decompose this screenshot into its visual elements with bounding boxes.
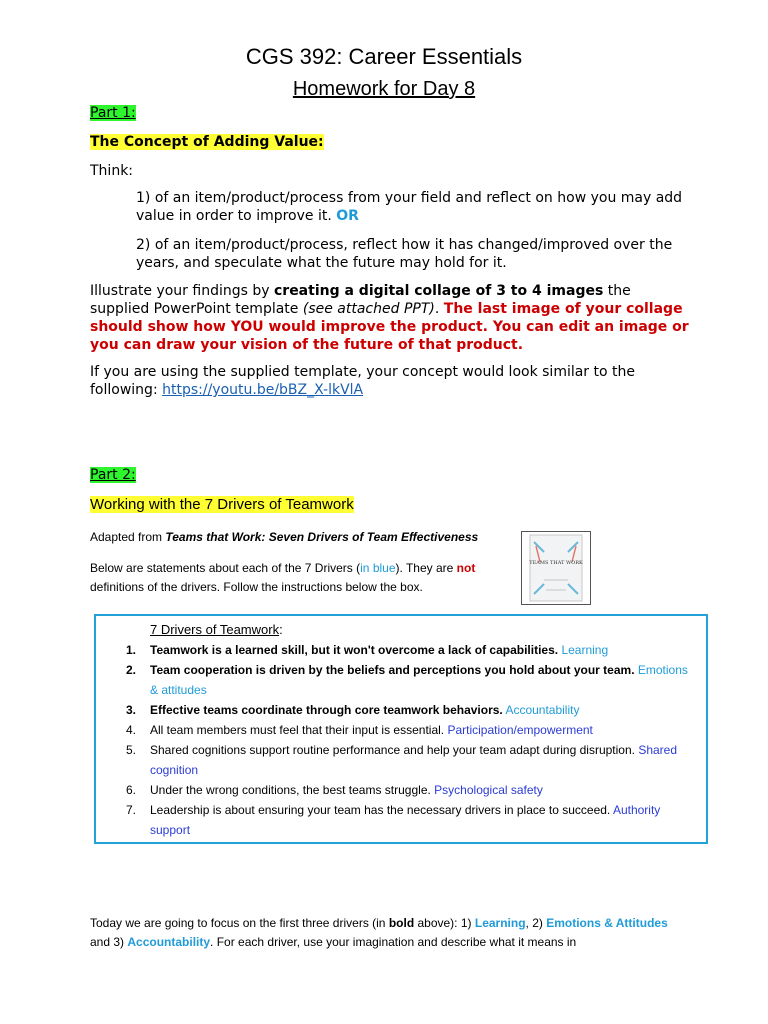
driver-statement: Under the wrong conditions, the best teams struggle. — [150, 783, 431, 797]
illustrate-text-c: . — [434, 301, 444, 317]
page-title: CGS 392: Career Essentials — [245, 44, 523, 69]
today-text-a: Today we are going to focus on the first three drivers (in — [90, 916, 389, 930]
or-label: OR — [336, 208, 359, 224]
illustrate-red: The last image of your collage should show how YOU would improve the product. You can edit an image or you can draw your vision of the future of that product. — [90, 301, 689, 353]
book-cover-image — [521, 531, 591, 605]
adapted-line — [90, 530, 478, 544]
driver-item — [96, 700, 696, 720]
drivers-heading-colon: : — [279, 622, 283, 637]
driver-item — [96, 720, 696, 740]
drivers-heading-text: 7 Drivers of Teamwork — [150, 622, 280, 637]
drivers-box — [94, 614, 708, 844]
illustrate-bold: creating a digital collage of 3 to 4 images — [273, 283, 604, 299]
today-driver-3: Accountability — [127, 935, 211, 949]
driver-statement: Leadership is about ensuring your team has the necessary drivers in place to succeed. — [150, 803, 611, 817]
today-bold: bold — [388, 916, 415, 930]
think-item-1-text: 1) of an item/product/process from your field and reflect on how you may add value in order to improve it. — [136, 190, 683, 224]
driver-number: 4. — [126, 723, 137, 737]
part1-label: Part 1: — [90, 105, 136, 121]
driver-number: 3. — [126, 703, 137, 717]
driver-statement: Team cooperation is driven by the beliefs and perceptions you hold about your team. — [150, 663, 635, 677]
today-driver-1: Learning — [474, 916, 526, 930]
driver-item — [96, 780, 696, 800]
illustrate-text-b: the supplied PowerPoint template — [90, 283, 631, 317]
part1-heading: The Concept of Adding Value: — [90, 134, 324, 150]
below-text-a: Below are statements about each of the 7 Drivers ( — [90, 561, 361, 575]
template-text: If you are using the supplied template, your concept would look similar to the following: — [90, 364, 635, 398]
book-cover-icon — [522, 532, 590, 604]
part2-label: Part 2: — [90, 467, 136, 483]
today-driver-2: Emotions & Attitudes — [546, 916, 668, 930]
drivers-list — [96, 640, 696, 840]
driver-item — [96, 740, 696, 780]
driver-name: Shared cognition — [150, 743, 678, 777]
template-paragraph — [90, 363, 690, 399]
today-text-b: above): 1) — [414, 916, 475, 930]
driver-name: Learning — [561, 643, 609, 657]
driver-number: 2. — [126, 663, 137, 677]
driver-item — [96, 660, 696, 700]
driver-statement: Shared cognitions support routine performance and help your team adapt during disruption. — [150, 743, 635, 757]
think-label: Think: — [90, 163, 134, 179]
driver-number: 7. — [126, 803, 137, 817]
driver-statement: Effective teams coordinate through core teamwork behaviors. — [150, 703, 503, 717]
below-not: not — [456, 561, 476, 575]
driver-number: 1. — [126, 643, 137, 657]
today-paragraph — [90, 914, 690, 952]
driver-name: Psychological safety — [434, 783, 543, 797]
driver-statement: Teamwork is a learned skill, but it won't overcome a lack of capabilities. — [150, 643, 559, 657]
think-item-1 — [136, 189, 696, 225]
today-text-c: , 2) — [525, 916, 547, 930]
adapted-book-title: Teams that Work: Seven Drivers of Team Effectiveness — [165, 530, 479, 544]
illustrate-paragraph — [90, 282, 690, 354]
youtube-link[interactable]: https://youtu.be/bBZ_X-lkVlA — [162, 382, 364, 398]
driver-statement: All team members must feel that their input is essential. — [150, 723, 445, 737]
driver-item — [96, 640, 696, 660]
driver-name: Accountability — [505, 703, 580, 717]
below-paragraph — [90, 559, 505, 597]
adapted-text: Adapted from — [90, 530, 166, 544]
book-cover-text: TEAMS THAT WORK — [529, 560, 583, 566]
illustrate-text-a: Illustrate your findings by — [90, 283, 274, 299]
drivers-heading — [150, 622, 283, 637]
think-item-2: 2) of an item/product/process, reflect how it has changed/improved over the years, and speculate what the future may hold for it. — [136, 237, 673, 271]
page-subtitle: Homework for Day 8 — [292, 78, 476, 100]
today-text-d: and 3) — [90, 935, 128, 949]
below-blue: in blue — [360, 561, 396, 575]
below-text-b: ). They are — [395, 561, 457, 575]
driver-number: 6. — [126, 783, 137, 797]
driver-number: 5. — [126, 743, 137, 757]
illustrate-italic: (see attached PPT) — [302, 301, 435, 317]
driver-name: Participation/empowerment — [447, 723, 593, 737]
driver-name: Emotions & attitudes — [150, 663, 688, 697]
driver-item — [96, 800, 696, 840]
part2-heading: Working with the 7 Drivers of Teamwork — [90, 496, 354, 513]
today-text-e: . For each driver, use your imagination and describe what it means in — [210, 935, 577, 949]
below-text-c: definitions of the drivers. Follow the instructions below the box. — [90, 580, 423, 594]
driver-name: Authority support — [150, 803, 661, 837]
